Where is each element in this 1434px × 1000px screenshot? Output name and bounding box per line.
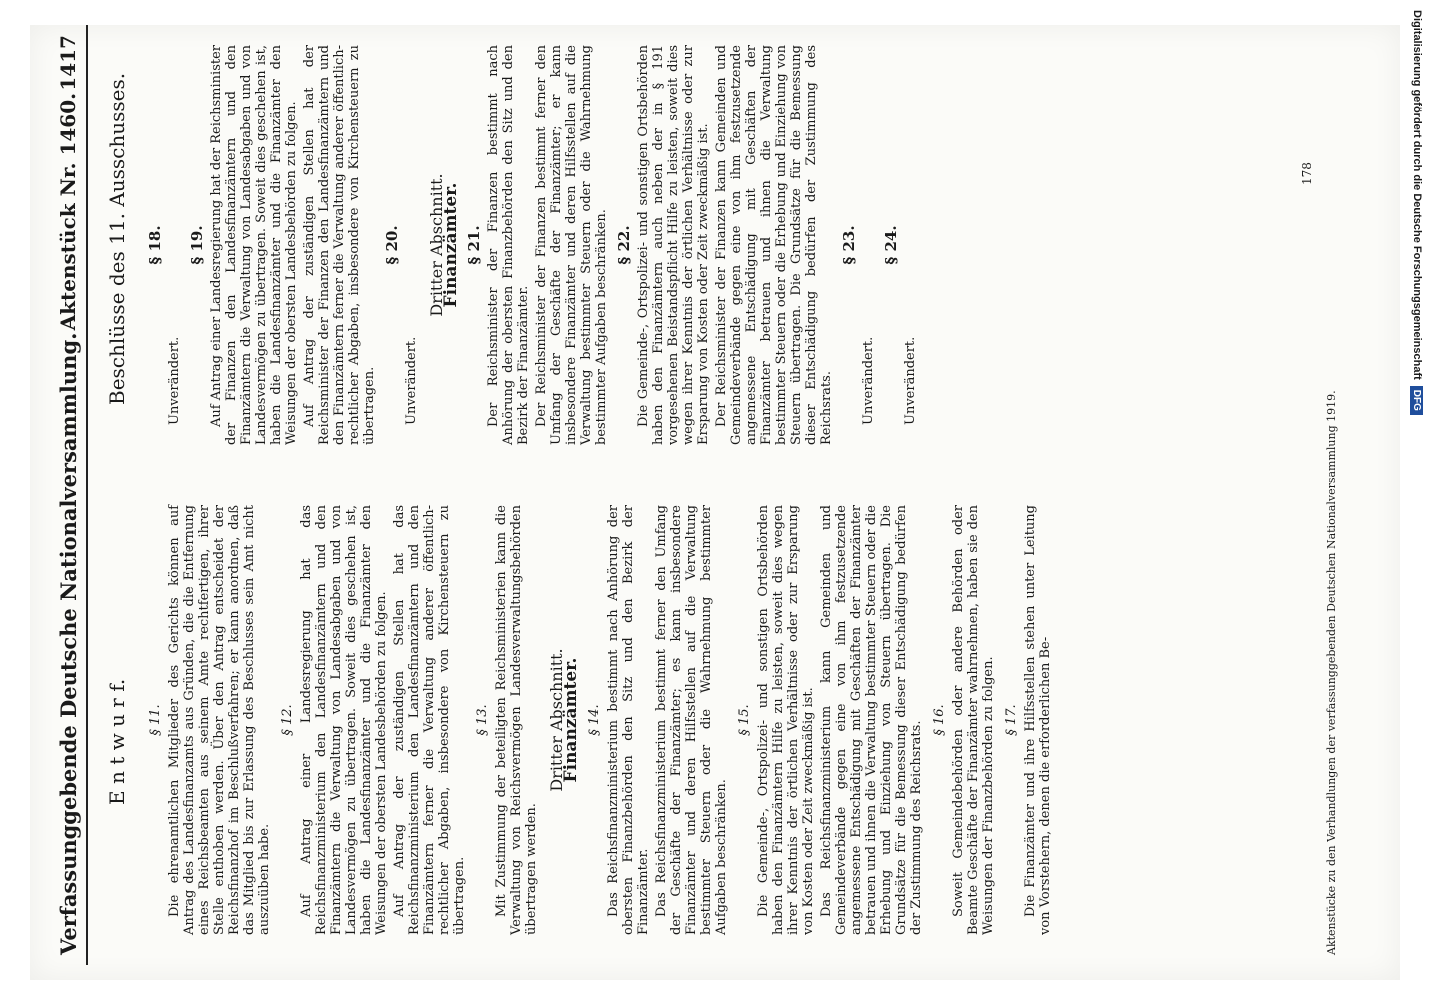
paragraph-text: Das Reichsfinanzministerium bestimmt ferner den Umfang der Geschäfte der Finanzämter; es kann insbesondere Finanzämter und deren Hilfsstellen auf die Verwaltung bestimmter Steuern oder die Wahrnehmung bestimmter Aufgaben beschränken. bbox=[654, 505, 729, 935]
unchanged-note: Unverändert. bbox=[903, 336, 918, 425]
paragraph-text: Die ehrenamtlichen Mitglieder des Gerichts können auf Antrag des Landesfinanzamts aus Gründen, die die Entfernung eines Reichsbeamten aus seinem Amte rechtfertigen, ihrer Stelle enthoben werden. Über den Antrag entscheidet der Reichsfinanzhof im Beschlußverfahren; er kann anordnen, daß das Mitglied bis zur Erlassung des Beschlusses sein Amt nicht auszuüben habe. bbox=[167, 505, 272, 935]
scanned-page bbox=[30, 25, 1400, 980]
paragraph-text: Der Reichsminister der Finanzen bestimmt ferner den Umfang der Geschäfte der Finanzämter; er kann insbesondere Finanzämter und deren Hilfsstellen auf die Verwaltung bestimmter Steuern oder die Wahrnehmung bestimmter Aufgaben beschränken. bbox=[534, 45, 609, 445]
section-subtitle: Finanzämter. bbox=[561, 657, 581, 783]
header-rule bbox=[86, 25, 88, 965]
header-page-no: 1417 bbox=[56, 35, 80, 91]
paragraph-number: § 14. bbox=[587, 704, 602, 736]
paragraph-text: Der Reichsminister der Finanzen bestimmt nach Anhörung der obersten Finanzbehörden den Sitz und den Bezirk der Finanzämter. bbox=[486, 45, 531, 445]
left-column-heading: E n t w u r f. bbox=[105, 678, 129, 805]
header-title: Verfassunggebende Deutsche Nationalversammlung. bbox=[55, 332, 81, 955]
unchanged-note: Unverändert. bbox=[167, 336, 182, 425]
paragraph-number: § 20. bbox=[383, 225, 401, 265]
paragraph-number: § 22. bbox=[615, 225, 633, 265]
paragraph-text: Die Gemeinde-, Ortspolizei- und sonstigen Ortsbehörden haben den Finanzämtern Hilfe zu leisten, soweit dies wegen ihrer Kenntnis der örtlichen Verhältnisse oder zur Ersparung von Kosten oder Zeit zweckmäßig ist. bbox=[756, 505, 816, 935]
page-footer: Aktenstücke zu den Verhandlungen der verfassunggebenden Deutschen Nationalversammlung 1919. bbox=[1325, 390, 1338, 955]
digitization-sidebar bbox=[1402, 10, 1432, 990]
paragraph-text: Auf Antrag einer Landesregierung hat das Reichsfinanzministerium den Landesfinanzämtern und den Finanzämtern die Verwaltung von Landesabgaben und von Landesvermögen zu übertragen. Soweit dies geschehen ist, haben die Landesfinanzämter und die Finanzämter den Weisungen der obersten Landesbehörden zu folgen. bbox=[299, 505, 389, 935]
unchanged-note: Unverändert. bbox=[404, 336, 419, 425]
right-column-heading: Beschlüsse des 11. Ausschusses. bbox=[105, 72, 129, 405]
paragraph-text: Mit Zustimmung der beteiligten Reichsministerien kann die Verwaltung von Reichsvermögen Landesverwaltungsbehörden übertragen werden. bbox=[494, 505, 539, 935]
paragraph-text: Der Reichsminister der Finanzen kann Gemeinden und Gemeindeverbände gegen eine von ihm festzusetzende angemessene Entschädigung mit Geschäften der Finanzämter betrauen und ihnen die Verwaltung bestimmter Steuern oder die Erhebung und Einziehung von Steuern übertragen. Die Grundsätze für die Bemessung dieser Entschädigung bedürfen der Zustimmung des Reichsrats. bbox=[714, 45, 834, 445]
paragraph-text: Die Finanzämter und ihre Hilfsstellen stehen unter Leitung von Vorstehern, denen die erforderlichen Be- bbox=[1023, 505, 1053, 935]
right-column bbox=[140, 45, 924, 445]
paragraph-text: Auf Antrag einer Landesregierung hat der Reichsminister der Finanzen den Landesfinanzämtern und den Finanzämtern die Verwaltung von Landesabgaben und von Landesvermögen zu übertragen. Soweit dies geschehen ist, haben die Landesfinanzämter und die Finanzämter den Weisungen der obersten Landesbehörden zu folgen. bbox=[209, 45, 299, 445]
paragraph-number: § 12. bbox=[280, 704, 295, 736]
running-header bbox=[50, 35, 86, 955]
section-heading: Dritter Abschnitt. bbox=[427, 173, 446, 317]
paragraph-text: Auf Antrag der zuständigen Stellen hat der Reichsminister der Finanzen den Landesfinanzämtern und den Finanzämtern ferner die Verwaltung anderer öffentlich-rechtlicher Abgaben, insbesondere von Kirchensteuern zu übertragen. bbox=[302, 45, 377, 445]
section-subtitle: Finanzämter. bbox=[441, 182, 461, 308]
folio-number: 178 bbox=[1300, 162, 1314, 185]
header-doc-no: Aktenstück Nr. 1460. bbox=[56, 92, 80, 331]
paragraph-number: § 21. bbox=[465, 225, 483, 265]
paragraph-text: Auf Antrag der zuständigen Stellen hat das Reichsfinanzministerium den Landesfinanzämtern und den Finanzämtern ferner die Verwaltung anderer öffentlich-rechtlicher Abgaben, insbesondere von Kirchensteuern zu übertragen. bbox=[392, 505, 467, 935]
paragraph-number: § 15. bbox=[737, 704, 752, 736]
paragraph-text: Das Reichsfinanzministerium kann Gemeinden und Gemeindeverbände gegen eine von ihm festzusetzende angemessene Entschädigung mit Geschäften der Finanzämter betrauen und ihnen die Verwaltung bestimmter Steuern oder die Erhebung und Einziehung von Steuern übertragen. Die Grundsätze für die Bemessung dieser Entschädigung bedürfen der Zustimmung des Reichsrats. bbox=[819, 505, 924, 935]
dfg-logo: DFG bbox=[1411, 386, 1424, 415]
left-column bbox=[140, 505, 1056, 935]
rotated-page bbox=[30, 25, 1370, 965]
paragraph-number: § 19. bbox=[188, 225, 206, 265]
section-heading: Dritter Abschnitt. bbox=[547, 648, 566, 792]
paragraph-number: § 23. bbox=[840, 225, 858, 265]
paragraph-text: Die Gemeinde-, Ortspolizei- und sonstigen Ortsbehörden haben den Finanzämtern auch neben der in § 191 vorgesehenen Beistandspflicht Hilfe zu leisten, soweit dies wegen ihrer Kenntnis der örtlichen Verhältnisse oder zur Ersparung von Kosten oder Zeit zweckmäßig ist. bbox=[636, 45, 711, 445]
paragraph-number: § 11. bbox=[148, 704, 163, 736]
paragraph-text: Das Reichsfinanzministerium bestimmt nach Anhörung der obersten Finanzbehörden den Sitz und den Bezirk der Finanzämter. bbox=[606, 505, 651, 935]
paragraph-number: § 13. bbox=[475, 704, 490, 736]
paragraph-number: § 18. bbox=[146, 225, 164, 265]
paragraph-text: Soweit Gemeindebehörden oder andere Behörden oder Beamte Geschäfte der Finanzämter wahrnehmen, haben sie den Weisungen der Finanzbehörden zu folgen. bbox=[951, 505, 996, 935]
paragraph-number: § 24. bbox=[882, 225, 900, 265]
paragraph-number: § 16. bbox=[932, 704, 947, 736]
unchanged-note: Unverändert. bbox=[861, 336, 876, 425]
sidebar-credit: Digitalisierung gefördert durch die Deutsche Forschungsgemeinschaft bbox=[1411, 10, 1423, 380]
paragraph-number: § 17. bbox=[1004, 704, 1019, 736]
